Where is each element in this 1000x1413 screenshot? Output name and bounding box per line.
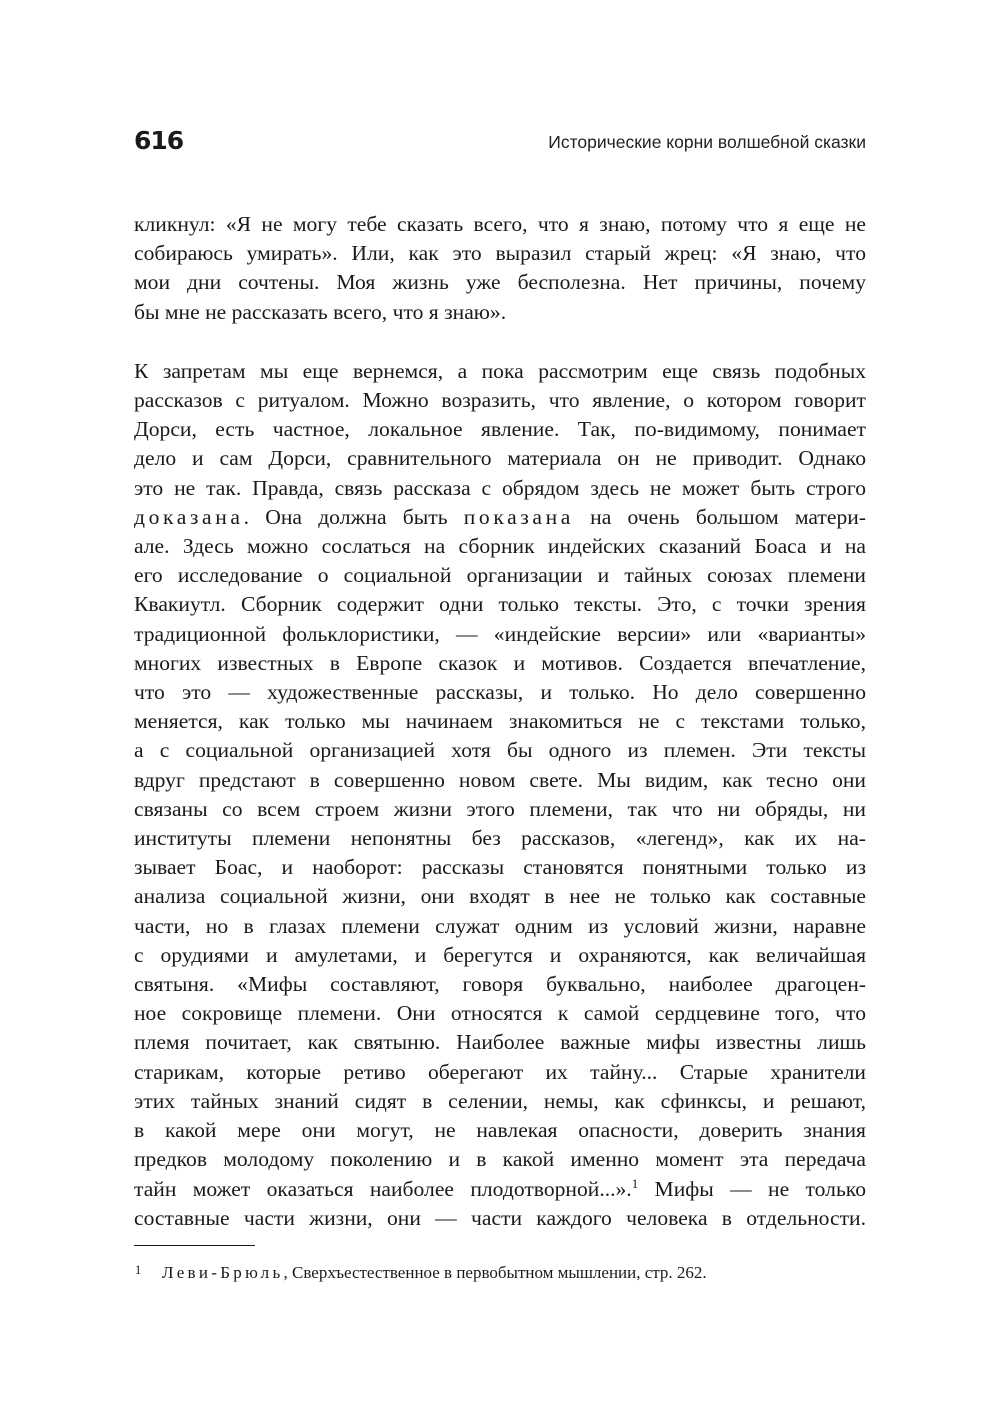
footnote-source: , Сверхъестественное в первобытном мышлении, стр. 262. xyxy=(283,1263,707,1282)
text-line: его исследование о социальной организации и тайных союзах племени xyxy=(134,563,866,588)
text-line: многих известных в Европе сказок и мотивов. Создается впечатление, xyxy=(134,650,866,675)
text-fragment: на очень большом матери- xyxy=(573,504,867,529)
text-line: собираюсь умирать». Или, как это выразил старый жрец: «Я знаю, что xyxy=(134,241,866,266)
paragraph-2 xyxy=(134,357,866,1233)
emphasized-word: доказана xyxy=(134,504,244,529)
footnote-ref[interactable]: 1 xyxy=(631,1175,639,1191)
text-line: предков молодому поколению и в какой именно момент эта передача xyxy=(134,1147,866,1172)
footnote-number: 1 xyxy=(135,1263,142,1277)
text-line: анализа социальной жизни, они входят в нее не только как составные xyxy=(134,884,866,909)
text-fragment: тайн может оказаться наиболее плодотворной...». xyxy=(134,1176,632,1201)
text-fragment: . Она должна быть xyxy=(243,504,464,529)
text-line: с орудиями и амулетами, и берегутся и охраняются, как величайшая xyxy=(134,942,866,967)
text-line: старикам, которые ретиво оберегают их тайну... Старые хранители xyxy=(134,1059,866,1084)
text-line: традиционной фольклористики, — «индейские версии» или «варианты» xyxy=(134,621,866,646)
text-line: связаны со всем строем жизни этого племени, так что ни обряды, ни xyxy=(134,796,866,821)
text-line: Квакиутл. Сборник содержит одни только тексты. Это, с точки зрения xyxy=(134,592,866,617)
text-line-spaced xyxy=(134,503,866,532)
text-line: что это — художественные рассказы, и только. Но дело совершенно xyxy=(134,680,866,705)
running-title: Исторические корни волшебной сказки xyxy=(548,132,866,152)
text-line: святыня. «Мифы составляют, говоря буквально, наиболее драгоцен- xyxy=(134,972,866,997)
text-line: кликнул: «Я не могу тебе сказать всего, что я знаю, потому что я еще не xyxy=(134,212,866,236)
page-number: 616 xyxy=(134,126,184,155)
main-text xyxy=(134,210,866,1233)
text-line: институты племени непонятны без рассказов, «легенд», как их на- xyxy=(134,826,866,851)
text-line: К запретам мы еще вернемся, а пока рассмотрим еще связь подобных xyxy=(134,358,866,383)
text-line: меняется, как только мы начинаем знакомиться не с текстами только, xyxy=(134,709,866,734)
footnote-divider xyxy=(134,1245,255,1246)
text-line: зывает Боас, и наоборот: рассказы становятся понятными только из xyxy=(134,855,866,880)
text-line: мои дни сочтены. Моя жизнь уже бесполезна. Нет причины, почему xyxy=(134,270,866,295)
text-line: вдруг предстают в совершенно новом свете. Мы видим, как тесно они xyxy=(134,767,866,792)
text-line: этих тайных знаний сидят в селении, немы, как сфинксы, и решают, xyxy=(134,1088,866,1113)
text-line: дело и сам Дорси, сравнительного материала он не приводит. Однако xyxy=(134,446,866,471)
text-fragment: Мифы — не только xyxy=(638,1176,866,1201)
text-line: части, но в глазах племени служат одним из условий жизни, наравне xyxy=(134,913,866,938)
text-line: Дорси, есть частное, локальное явление. Так, по-видимому, понимает xyxy=(134,417,866,442)
footnote-author: Леви-Брюль xyxy=(162,1263,284,1282)
text-line: это не так. Правда, связь рассказа с обрядом здесь не может быть строго xyxy=(134,475,866,500)
text-line: ное сокровище племени. Они относятся к самой сердцевине того, что xyxy=(134,1001,866,1026)
text-line: а с социальной организацией хотя бы одного из племен. Эти тексты xyxy=(134,738,866,763)
page-header xyxy=(134,124,866,160)
text-line: составные части жизни, они — части каждого человека в отдельности. xyxy=(134,1205,866,1230)
text-line: бы мне не рассказать всего, что я знаю». xyxy=(134,299,507,324)
paragraph-1 xyxy=(134,210,866,327)
text-line: племя почитает, как святыню. Наиболее важные мифы известны лишь xyxy=(134,1030,866,1055)
text-line: рассказов с ритуалом. Можно возразить, что явление, о котором говорит xyxy=(134,388,866,413)
text-line: але. Здесь можно сослаться на сборник индейских сказаний Боаса и на xyxy=(134,534,866,559)
emphasized-word: показана xyxy=(463,504,574,529)
footnote-text xyxy=(162,1262,707,1284)
text-line: в какой мере они могут, не навлекая опасности, доверить знания xyxy=(134,1118,866,1143)
text-line-with-footnote-ref xyxy=(134,1175,866,1204)
